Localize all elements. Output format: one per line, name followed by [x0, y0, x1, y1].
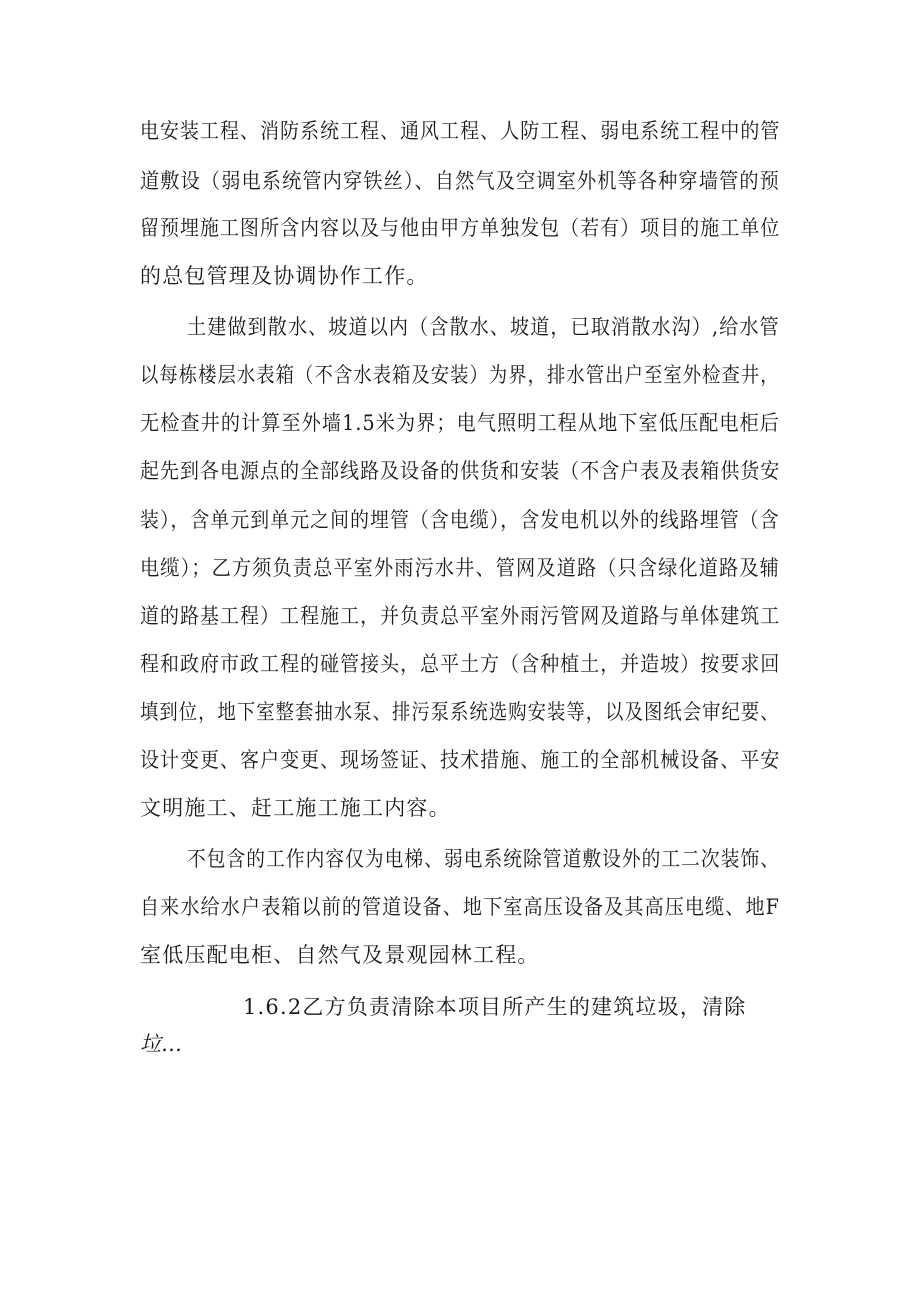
- paragraph-2-line-1: 土建做到散水、坡道以内（含散水、坡道，已取消散水沟）,给水管: [187, 315, 780, 339]
- paragraph-2-line-2: 以每栋楼层水表箱（不含水表箱及安装）为界，排水管出户至室外检查井，: [140, 363, 780, 387]
- paragraph-1-line-1: 电安装工程、消防系统工程、通风工程、人防工程、弱电系统工程中的管: [140, 119, 781, 143]
- paragraph-2-line-8: 程和政府市政工程的碰管接头，总平土方（含种植土，并造坡）按要求回: [140, 652, 781, 676]
- paragraph-2-line-6: 电缆）；乙方须负责总平室外雨污水井、管网及道路（只含绿化道路及辅: [140, 556, 780, 580]
- paragraph-3-line-2: 自来水给水户表箱以前的管道设备、地下室高压设备及其高压电缆、地F: [140, 895, 780, 919]
- paragraph-2-line-10: 设计变更、客户变更、现场签证、技术措施、施工的全部机械设备、平安: [140, 748, 781, 772]
- paragraph-2-line-9: 填到位，地下室整套抽水泵、排污泵系统选购安装等，以及图纸会审纪要、: [140, 700, 780, 724]
- paragraph-1-line-4: 的总包管理及协调协作工作。: [140, 264, 429, 288]
- paragraph-3-line-3: 室低压配电柜、自然气及景观园林工程。: [140, 943, 540, 967]
- truncated-text: 垃…: [140, 1032, 182, 1056]
- paragraph-2-line-5: 装），含单元到单元之间的埋管（含电缆），含发电机以外的线路埋管（含: [140, 508, 780, 532]
- paragraph-2-line-11: 文明施工、赶工施工施工内容。: [140, 796, 451, 820]
- paragraph-2-line-7: 道的路基工程）工程施工，并负责总平室外雨污管网及道路与单体建筑工: [140, 604, 781, 628]
- paragraph-2-line-4: 起先到各电源点的全部线路及设备的供货和安装（不含户表及表箱供货安: [140, 459, 781, 483]
- paragraph-3-line-1: 不包含的工作内容仅为电梯、弱电系统除管道敷设外的工二次装饰、: [187, 847, 781, 871]
- section-heading: 1.6.2乙方负责清除本项目所产生的建筑垃圾，清除: [243, 995, 747, 1019]
- paragraph-1-line-3: 留预埋施工图所含内容以及与他由甲方单独发包（若有）项目的施工单位: [140, 216, 781, 240]
- paragraph-2-line-3: 无检查井的计算至外墙1.5米为界；电气照明工程从地下室低压配电柜后: [140, 411, 781, 435]
- paragraph-1-line-2: 道敷设（弱电系统管内穿铁丝）、自然气及空调室外机等各种穿墙管的预: [140, 169, 780, 193]
